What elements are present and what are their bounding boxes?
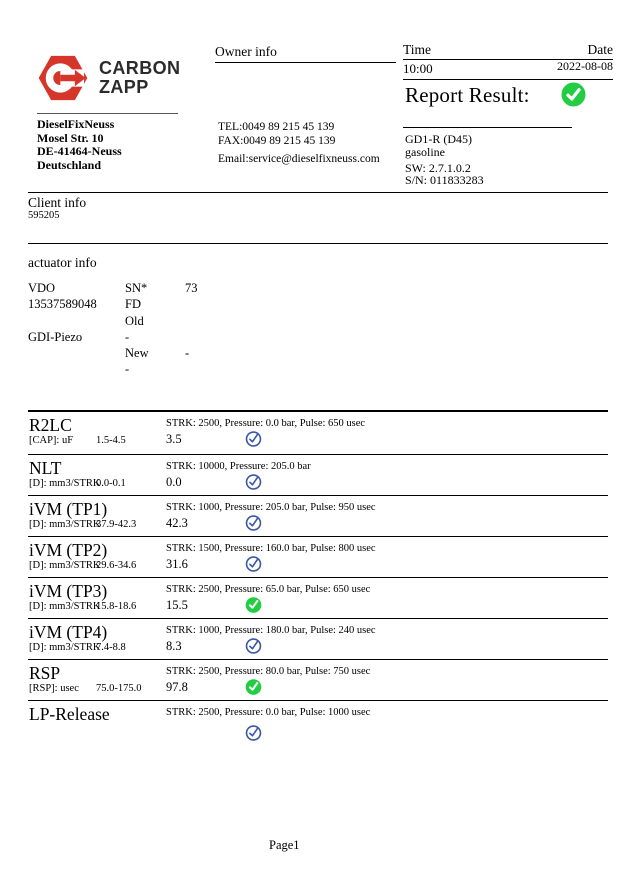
divider	[37, 113, 178, 114]
client-id: 595205	[28, 210, 60, 221]
test-unit: [D]: mm3/STRK	[29, 642, 101, 653]
date-label: Date	[587, 42, 613, 57]
check-blue-outline-icon	[245, 724, 262, 741]
check-blue-outline-icon	[245, 514, 262, 531]
actuator-row	[28, 346, 328, 362]
test-unit: [RSP]: usec	[29, 683, 79, 694]
contact-fax: FAX:0049 89 215 45 139	[218, 134, 336, 147]
carbon-zapp-hexagon-logo-icon	[36, 50, 90, 106]
test-conditions: STRK: 2500, Pressure: 80.0 bar, Pulse: 750 usec	[166, 666, 371, 677]
test-value: 31.6	[166, 557, 188, 571]
test-value: 0.0	[166, 475, 182, 489]
test-value: 8.3	[166, 639, 182, 653]
brand-name-line1: CARBON	[99, 58, 181, 78]
test-conditions: STRK: 1000, Pressure: 205.0 bar, Pulse: 950 usec	[166, 502, 376, 513]
test-name: iVM (TP2)	[29, 540, 108, 560]
actuator-field-label: SN*	[125, 281, 148, 295]
time-date-value-row	[403, 60, 613, 80]
test-conditions: STRK: 1500, Pressure: 160.0 bar, Pulse: 800 usec	[166, 543, 376, 554]
actuator-field-value: -	[185, 346, 190, 361]
actuator-field-value	[185, 330, 265, 346]
contact-email: Email:service@dieselfixneuss.com	[218, 153, 380, 165]
test-unit: [D]: mm3/STRK	[29, 560, 101, 571]
actuator-field-label: -	[125, 329, 130, 344]
test-range: 1.5-4.5	[96, 435, 126, 446]
time-label: Time	[403, 42, 432, 57]
client-info-heading: Client info	[28, 195, 87, 210]
check-green-filled-icon	[245, 678, 262, 695]
actuator-brand: VDO	[28, 281, 56, 295]
test-range: 37.9-42.3	[96, 519, 137, 530]
test-conditions: STRK: 2500, Pressure: 65.0 bar, Pulse: 650 usec	[166, 584, 371, 595]
time-date-block	[403, 42, 613, 80]
test-name: R2LC	[29, 415, 72, 435]
divider	[28, 243, 608, 244]
test-name: iVM (TP4)	[29, 622, 108, 642]
check-green-filled-icon	[245, 596, 262, 613]
actuator-part-number: 13537589048	[28, 297, 97, 312]
actuator-info-grid	[28, 281, 328, 379]
actuator-field-label: FD	[125, 297, 141, 312]
company-name: DieselFixNeuss	[37, 117, 115, 131]
actuator-field-value	[185, 297, 265, 313]
device-info	[405, 133, 484, 187]
check-blue-outline-icon	[245, 430, 262, 447]
actuator-field	[28, 346, 125, 362]
company-country: Deutschland	[37, 158, 102, 173]
test-name: iVM (TP3)	[29, 581, 108, 601]
company-postal-city: DE-41464-Neuss	[37, 144, 122, 159]
test-conditions: STRK: 10000, Pressure: 205.0 bar	[166, 461, 311, 472]
brand-name-line2: ZAPP	[99, 77, 149, 97]
brand-name	[99, 59, 180, 97]
test-unit: [D]: mm3/STRK	[29, 601, 101, 612]
test-row	[28, 701, 608, 747]
device-software: SW: 2.7.1.0.2	[405, 161, 471, 175]
company-street: Mosel Str. 10	[37, 130, 104, 145]
test-value: 15.5	[166, 598, 188, 612]
test-name: LP-Release	[29, 704, 110, 724]
company-contact	[218, 121, 380, 167]
test-value: 42.3	[166, 516, 188, 530]
owner-info-heading: Owner info	[215, 44, 396, 63]
test-conditions: STRK: 1000, Pressure: 180.0 bar, Pulse: 240 usec	[166, 625, 376, 636]
company-address	[37, 118, 122, 173]
test-name: NLT	[29, 458, 62, 478]
test-unit: [D]: mm3/STRK	[29, 519, 101, 530]
time-date-header-row	[403, 42, 613, 60]
test-unit: [CAP]: uF	[29, 435, 74, 446]
test-row	[28, 537, 608, 578]
date-value: 2022-08-08	[557, 59, 613, 73]
test-conditions: STRK: 2500, Pressure: 0.0 bar, Pulse: 1000 usec	[166, 707, 371, 718]
device-model: GD1-R (D45)	[405, 132, 472, 146]
test-row	[28, 496, 608, 537]
test-value: 3.5	[166, 432, 182, 446]
actuator-row	[28, 281, 328, 297]
page-number: Page1	[269, 838, 300, 852]
test-row	[28, 660, 608, 701]
device-fuel: gasoline	[405, 145, 445, 159]
actuator-field-label: Old	[125, 313, 144, 328]
test-name: iVM (TP1)	[29, 499, 108, 519]
actuator-field	[28, 314, 125, 330]
actuator-row	[28, 362, 328, 378]
actuator-field	[28, 362, 125, 378]
actuator-type: GDI-Piezo	[28, 329, 83, 344]
test-name: RSP	[29, 663, 61, 683]
brand-logo	[36, 50, 180, 106]
test-range: 7.4-8.8	[96, 642, 126, 653]
check-blue-outline-icon	[245, 637, 262, 654]
test-value: 97.8	[166, 680, 188, 694]
report-result-check-green-icon	[561, 82, 586, 107]
actuator-field-value	[185, 314, 265, 330]
divider	[28, 192, 608, 193]
report-result-label: Report Result:	[405, 83, 530, 107]
actuator-row	[28, 330, 328, 346]
test-conditions: STRK: 2500, Pressure: 0.0 bar, Pulse: 650 usec	[166, 418, 366, 429]
check-blue-outline-icon	[245, 473, 262, 490]
contact-tel: TEL:0049 89 215 45 139	[218, 121, 335, 133]
actuator-row	[28, 297, 328, 313]
check-blue-outline-icon	[245, 555, 262, 572]
actuator-row	[28, 314, 328, 330]
actuator-info-heading: actuator info	[28, 255, 97, 270]
actuator-field-label: New	[125, 346, 149, 361]
test-row	[28, 455, 608, 496]
device-serial: S/N: 011833283	[405, 173, 484, 187]
test-range: 75.0-175.0	[96, 683, 142, 694]
time-value: 10:00	[403, 61, 433, 76]
test-range: 15.8-18.6	[96, 601, 137, 612]
actuator-field-label: -	[125, 362, 130, 377]
test-results-table	[28, 410, 608, 747]
test-range: 29.6-34.6	[96, 560, 137, 571]
test-unit: [D]: mm3/STRK	[29, 478, 101, 489]
actuator-field-value	[185, 362, 265, 378]
actuator-field-value: 73	[185, 281, 198, 295]
test-range: 0.0-0.1	[96, 478, 126, 489]
test-row	[28, 578, 608, 619]
test-row	[28, 412, 608, 455]
test-row	[28, 619, 608, 660]
divider	[403, 127, 572, 128]
